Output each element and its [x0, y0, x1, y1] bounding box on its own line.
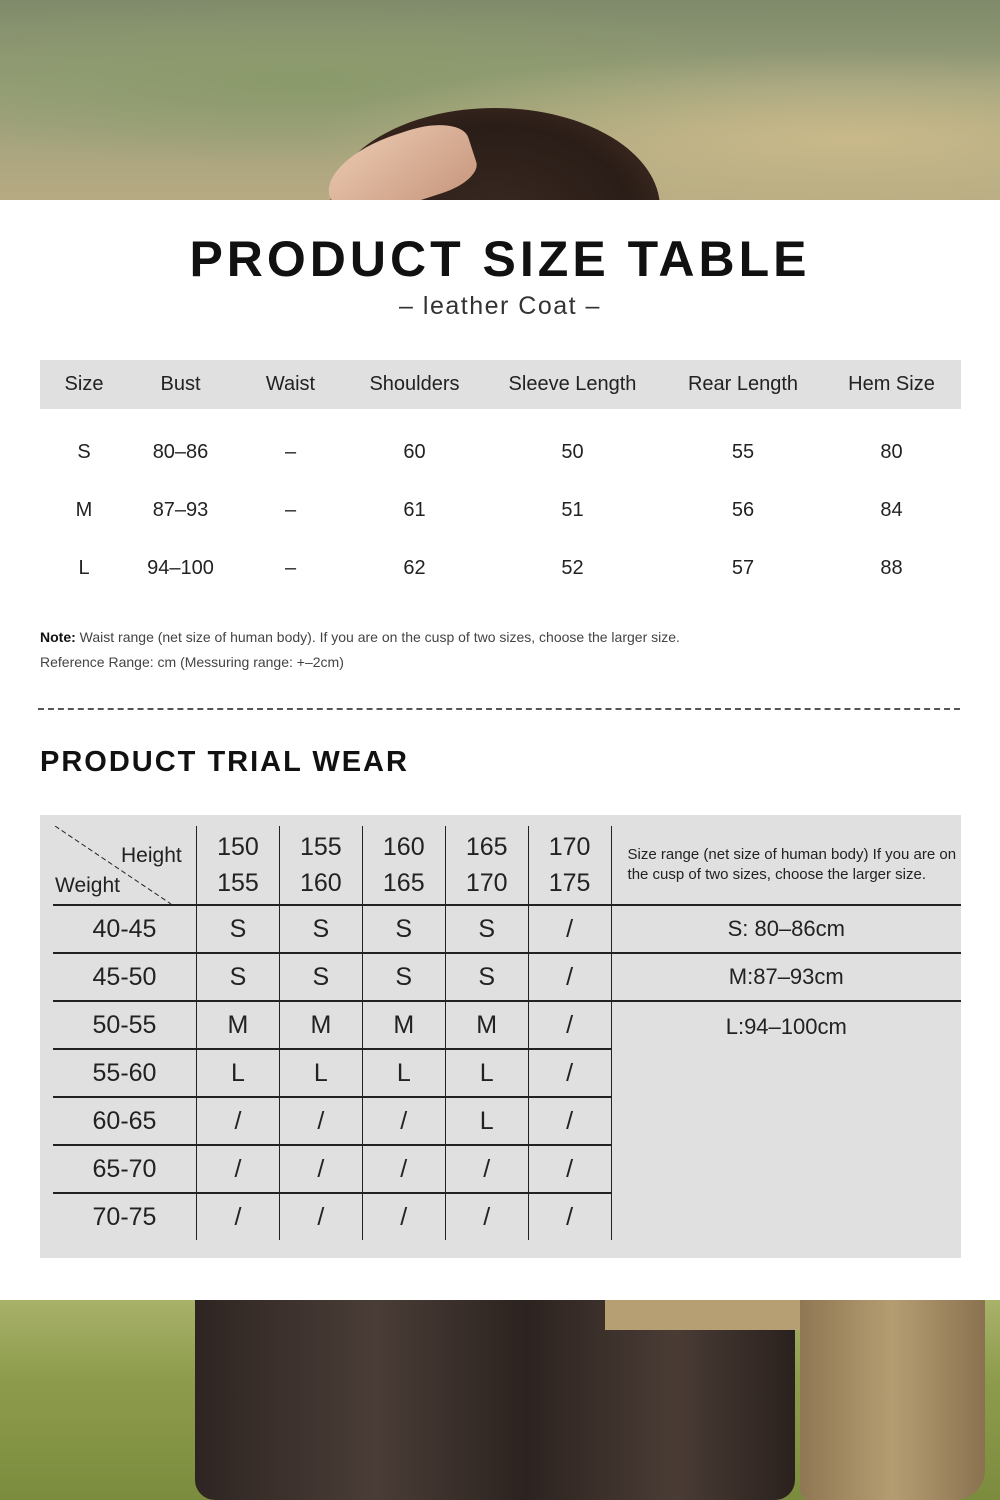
size-table-header-row: [40, 360, 961, 409]
table-row: [53, 1001, 961, 1049]
size-cell: S: [197, 953, 280, 1001]
height-header: [528, 826, 611, 905]
table-cell: –: [284, 498, 297, 521]
size-table: [40, 360, 961, 597]
size-cell: S: [279, 905, 362, 953]
column-header: Bust: [128, 360, 233, 409]
corner-weight-label: Weight: [55, 874, 120, 897]
column-header: Waist: [233, 360, 348, 409]
height-top: 150: [217, 833, 259, 861]
table-cell: 52: [561, 556, 584, 579]
size-cell: /: [362, 1145, 445, 1193]
reference-range: Reference Range: cm (Messuring range: +–2cm): [40, 654, 344, 670]
height-header: [279, 826, 362, 905]
trial-wear-table: [53, 826, 961, 1240]
trial-wear-title: PRODUCT TRIAL WEAR: [40, 746, 409, 778]
size-cell: S: [362, 905, 445, 953]
size-cell: L: [445, 1049, 528, 1097]
size-cell: /: [528, 1193, 611, 1240]
size-cell: /: [279, 1097, 362, 1145]
table-cell: 87–93: [152, 498, 209, 521]
column-header: Shoulders: [348, 360, 481, 409]
column-header: Sleeve Length: [481, 360, 664, 409]
table-cell: L: [78, 556, 90, 579]
weight-cell: 60-65: [53, 1097, 197, 1145]
range-cell: L:94–100cm: [725, 1014, 847, 1039]
size-cell: /: [362, 1193, 445, 1240]
size-cell: /: [279, 1145, 362, 1193]
table-cell: 61: [403, 498, 426, 521]
note-text: Waist range (net size of human body). If you are on the cusp of two sizes, choose the larger size.: [79, 629, 680, 645]
table-cell: 60: [403, 440, 426, 463]
table-row: [40, 539, 961, 597]
size-cell: S: [279, 953, 362, 1001]
weight-cell: 40-45: [53, 905, 197, 953]
size-cell: /: [197, 1097, 280, 1145]
dashed-divider: [38, 708, 960, 710]
corner-height-label: Height: [121, 844, 182, 867]
weight-cell: 55-60: [53, 1049, 197, 1097]
height-top: 165: [465, 833, 508, 861]
size-note: [40, 625, 680, 675]
size-cell: S: [362, 953, 445, 1001]
size-cell: L: [362, 1049, 445, 1097]
size-cell: M: [197, 1001, 280, 1049]
size-range-note: Size range (net size of human body) If you are on the cusp of two sizes, choose the larger size.: [611, 826, 961, 905]
size-cell: S: [445, 953, 528, 1001]
height-header: [362, 826, 445, 905]
table-cell: M: [75, 498, 93, 521]
top-photo-banner: [0, 0, 1000, 200]
table-cell: –: [284, 556, 297, 579]
range-cell: M:87–93cm: [611, 953, 961, 1001]
table-cell: 57: [731, 556, 755, 579]
coat-hem: [605, 1300, 805, 1330]
table-cell: 50: [561, 440, 584, 463]
column-header: Rear Length: [664, 360, 822, 409]
weight-cell: 50-55: [53, 1001, 197, 1049]
table-cell: 62: [403, 556, 426, 579]
coat-sleeve: [800, 1300, 985, 1500]
size-cell: /: [362, 1097, 445, 1145]
table-row: [40, 409, 961, 481]
size-cell: /: [528, 905, 611, 953]
size-cell: /: [197, 1193, 280, 1240]
table-cell: 80: [880, 440, 903, 463]
size-cell: /: [445, 1145, 528, 1193]
table-cell: 56: [731, 498, 755, 521]
column-header: Hem Size: [822, 360, 961, 409]
height-bottom: 160: [300, 869, 342, 897]
size-chart-panel: [0, 200, 1000, 1300]
table-cell: 88: [880, 556, 903, 579]
size-cell: /: [197, 1145, 280, 1193]
size-cell: L: [197, 1049, 280, 1097]
height-header: [445, 826, 528, 905]
table-cell: –: [284, 440, 297, 463]
size-cell: L: [279, 1049, 362, 1097]
bottom-photo-banner: [0, 1300, 1000, 1500]
trial-header-row: [53, 826, 961, 905]
size-cell: /: [528, 1049, 611, 1097]
size-cell: M: [445, 1001, 528, 1049]
height-header: [197, 826, 280, 905]
table-cell: 51: [561, 498, 584, 521]
size-cell: /: [528, 1097, 611, 1145]
size-cell: S: [197, 905, 280, 953]
table-row: [53, 905, 961, 953]
table-cell: 94–100: [147, 556, 214, 579]
table-cell: 80–86: [152, 440, 209, 463]
corner-cell: [53, 826, 197, 905]
height-bottom: 155: [217, 869, 259, 897]
range-cell: S: 80–86cm: [611, 905, 961, 953]
height-top: 170: [548, 833, 591, 861]
height-bottom: 165: [382, 869, 425, 897]
size-cell: M: [279, 1001, 362, 1049]
size-table-title: PRODUCT SIZE TABLE: [189, 231, 811, 287]
weight-cell: 65-70: [53, 1145, 197, 1193]
size-table-subtitle: – leather Coat –: [399, 292, 601, 320]
size-cell: /: [528, 1001, 611, 1049]
table-cell: S: [77, 440, 91, 463]
table-row: [40, 481, 961, 539]
height-bottom: 170: [465, 869, 508, 897]
table-cell: 55: [731, 440, 755, 463]
table-cell: 84: [880, 498, 903, 521]
size-cell: /: [445, 1193, 528, 1240]
table-row: [53, 953, 961, 1001]
column-header: Size: [40, 360, 128, 409]
size-cell: /: [528, 1145, 611, 1193]
size-cell: L: [445, 1097, 528, 1145]
height-bottom: 175: [548, 869, 591, 897]
weight-cell: 70-75: [53, 1193, 197, 1240]
leather-trousers: [195, 1300, 795, 1500]
size-cell: /: [279, 1193, 362, 1240]
height-top: 155: [300, 833, 342, 861]
size-cell: /: [528, 953, 611, 1001]
trial-wear-box: [40, 815, 961, 1258]
height-top: 160: [382, 833, 425, 861]
weight-cell: 45-50: [53, 953, 197, 1001]
size-cell: S: [445, 905, 528, 953]
size-cell: M: [362, 1001, 445, 1049]
note-label: Note:: [40, 629, 76, 645]
